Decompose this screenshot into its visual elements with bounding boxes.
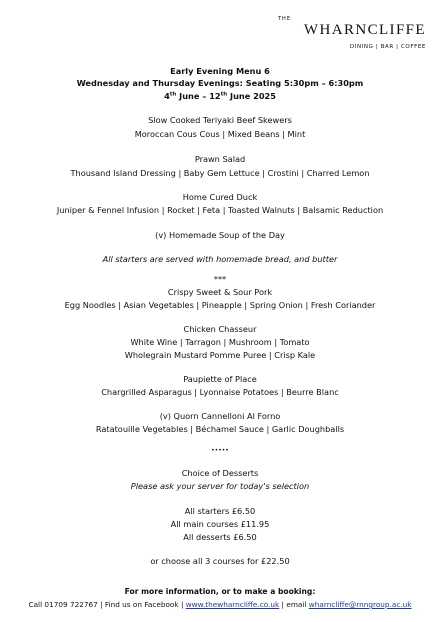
date-start-sup: th: [169, 91, 177, 98]
footer-heading: For more information, or to make a booking:: [124, 587, 316, 596]
price-mains: All main courses £11.95: [170, 519, 270, 529]
logo: [276, 16, 426, 51]
desserts-note: Please ask your server for today's selection: [130, 481, 310, 491]
starter-3-desc: Juniper & Fennel Infusion | Rocket | Feta | Toasted Walnuts | Balsamic Reduction: [56, 205, 384, 215]
divider-dots: •••••: [211, 447, 229, 454]
menu-days: Wednesday and Thursday Evenings: Seating 5:30pm – 6:30pm: [76, 78, 364, 88]
starter-1-desc: Moroccan Cous Cous | Mixed Beans | Mint: [134, 129, 306, 139]
price-starters: All starters £6.50: [184, 506, 256, 516]
main-3-desc: Chargrilled Asparagus | Lyonnaise Potatoes | Beurre Blanc: [101, 387, 339, 397]
starters-note: All starters are served with homemade bread, and butter: [102, 254, 338, 264]
menu-title: Early Evening Menu 6: [170, 66, 270, 76]
main-4-desc: Ratatouille Vegetables | Béchamel Sauce | Garlic Doughballs: [95, 424, 345, 434]
date-start: 4: [164, 91, 170, 101]
starter-4-name: (v) Homemade Soup of the Day: [155, 230, 285, 240]
logo-tagline: DINING | BAR | COFFEE: [349, 44, 426, 50]
footer-call: Call 01709 722767 | Find us on Facebook |: [28, 600, 186, 609]
price-set-menu: or choose all 3 courses for £22.50: [150, 556, 290, 566]
menu-dates: [0, 90, 440, 102]
main-2-desc-2: Wholegrain Mustard Pomme Puree | Crisp Kale: [124, 350, 316, 360]
footer-separator: | email: [279, 600, 309, 609]
price-desserts: All desserts £6.50: [183, 532, 257, 542]
divider-stars: ***: [213, 274, 227, 284]
logo-the: THE: [278, 16, 291, 22]
main-3-name: Paupiette of Place: [183, 374, 257, 384]
email-link[interactable]: wharncliffe@rnngroup.ac.uk: [308, 600, 412, 609]
starter-1-name: Slow Cooked Teriyaki Beef Skewers: [148, 115, 292, 125]
desserts-name: Choice of Desserts: [181, 468, 259, 478]
main-1-name: Crispy Sweet & Sour Pork: [167, 287, 273, 297]
date-end-sup: th: [220, 91, 228, 98]
starter-2-name: Prawn Salad: [194, 154, 246, 164]
date-end: June 2025: [227, 91, 276, 101]
main-4-name: (v) Quorn Cannelloni Al Forno: [159, 411, 281, 421]
logo-name: WHARNCLIFFE: [303, 22, 426, 38]
website-link[interactable]: www.thewharncliffe.co.uk: [185, 600, 280, 609]
main-2-name: Chicken Chasseur: [183, 324, 257, 334]
footer-contact: [0, 599, 440, 610]
main-1-desc: Egg Noodles | Asian Vegetables | Pineapple | Spring Onion | Fresh Coriander: [64, 300, 376, 310]
main-2-desc: White Wine | Tarragon | Mushroom | Tomato: [130, 337, 310, 347]
starter-3-name: Home Cured Duck: [182, 192, 258, 202]
starter-2-desc: Thousand Island Dressing | Baby Gem Lettuce | Crostini | Charred Lemon: [70, 168, 370, 178]
date-mid: June – 12: [176, 91, 221, 101]
